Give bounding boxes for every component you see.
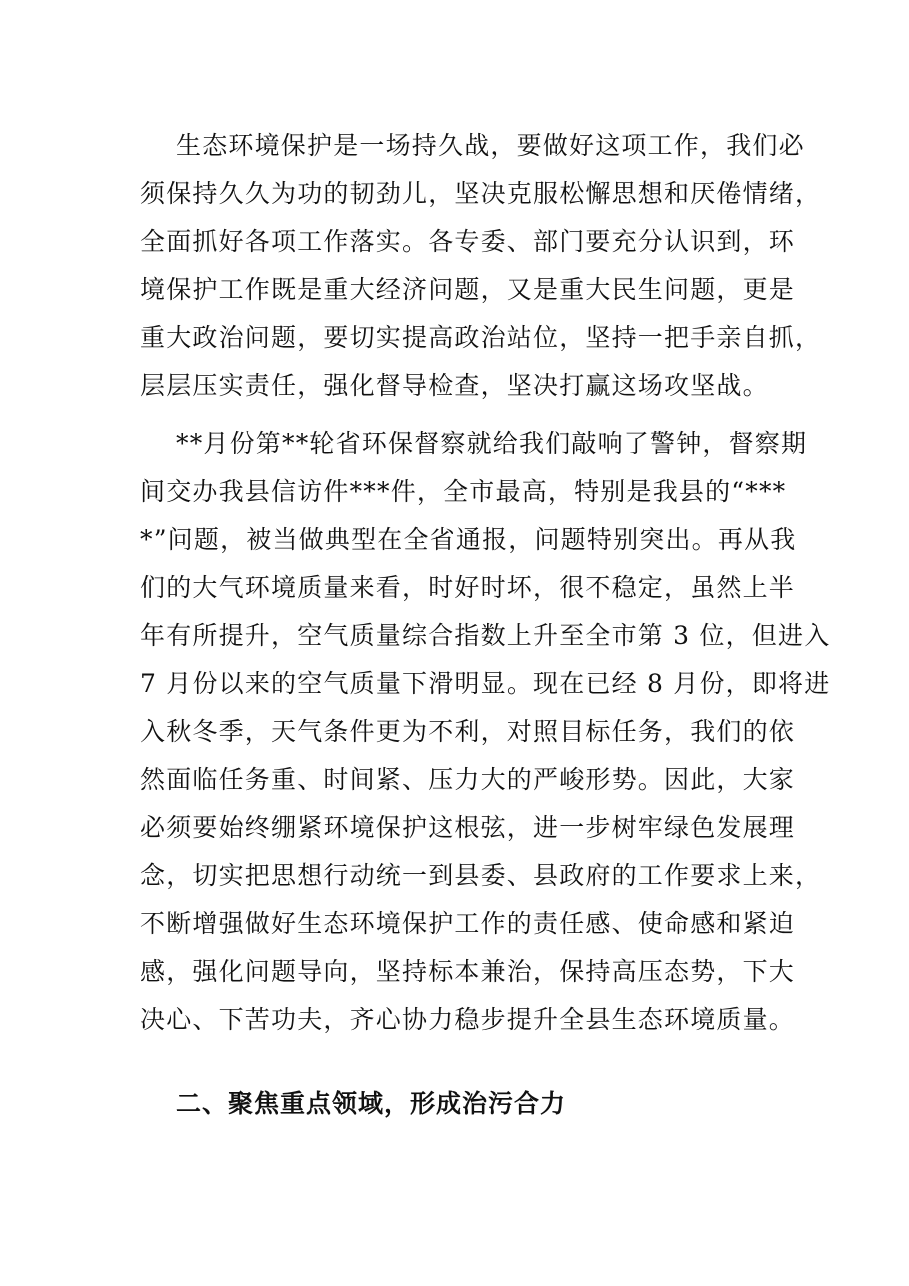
text-line: 7 月份以来的空气质量下滑明显。现在已经 8 月份，即将进	[140, 669, 831, 698]
text-line: 感，强化问题导向，坚持标本兼治，保持高压态势，下大	[140, 957, 796, 986]
text-line: 年有所提升，空气质量综合指数上升至全市第 3 位，但进入	[140, 621, 831, 650]
text-line: *”问题，被当做典型在全省通报，问题特别突出。再从我	[140, 525, 797, 554]
text-line: 必须要始终绷紧环境保护这根弦，进一步树牢绿色发展理	[140, 813, 796, 842]
text-line: 念，切实把思想行动统一到县委、县政府的工作要求上来，	[140, 861, 822, 890]
text-line: 决心、下苦功夫，齐心协力稳步提升全县生态环境质量。	[140, 1005, 796, 1034]
text-line: 不断增强做好生态环境保护工作的责任感、使命感和紧迫	[140, 909, 796, 938]
text-line: 须保持久久为功的韧劲儿，坚决克服松懈思想和厌倦情绪，	[140, 179, 822, 208]
text-line: 层层压实责任，强化督导检查，坚决打赢这场攻坚战。	[140, 371, 769, 400]
text-line: 境保护工作既是重大经济问题，又是重大民生问题，更是	[140, 275, 796, 304]
text-line: 入秋冬季，天气条件更为不利，对照目标任务，我们的依	[140, 717, 796, 746]
text-line: 重大政治问题，要切实提高政治站位，坚持一把手亲自抓，	[140, 323, 822, 352]
text-line: 们的大气环境质量来看，时好时坏，很不稳定，虽然上半	[140, 573, 796, 602]
text-line: 然面临任务重、时间紧、压力大的严峻形势。因此，大家	[140, 765, 796, 794]
section-heading: 二、聚焦重点领域，形成治污合力	[176, 1089, 567, 1118]
text-line: 生态环境保护是一场持久战，要做好这项工作，我们必	[176, 131, 805, 160]
text-line: 全面抓好各项工作落实。各专委、部门要充分认识到，环	[140, 227, 796, 256]
text-line: **月份第**轮省环保督察就给我们敲响了警钟，督察期	[176, 429, 808, 458]
text-line: 间交办我县信访件***件，全市最高，特别是我县的“***	[140, 477, 787, 506]
